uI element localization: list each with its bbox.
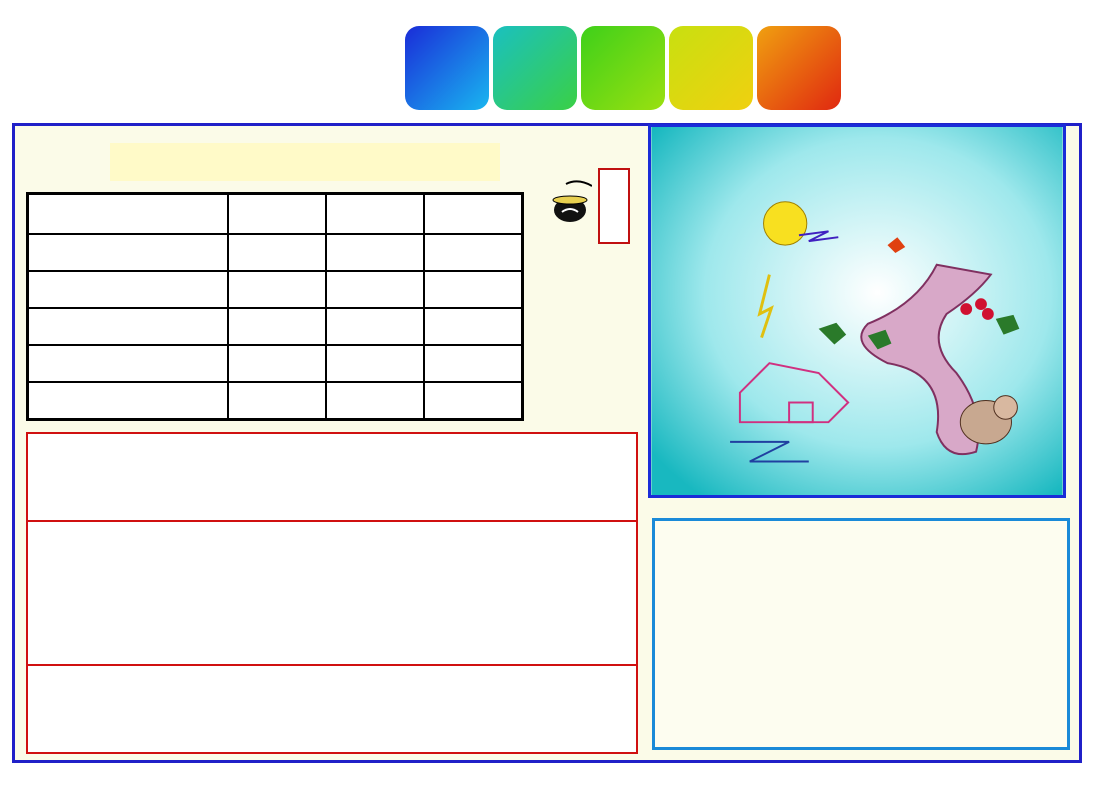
header-cold — [326, 194, 424, 235]
door-cell — [28, 234, 229, 271]
cold-cell — [326, 271, 424, 308]
table-row — [28, 345, 523, 382]
provide-cell — [424, 234, 523, 271]
provide-cell — [424, 382, 523, 420]
banner-char — [669, 26, 753, 110]
codes-table — [26, 192, 524, 421]
cold-cell — [326, 345, 424, 382]
header-provide — [424, 194, 523, 235]
header-category — [28, 194, 229, 235]
banner-char — [581, 26, 665, 110]
hot-cell — [228, 308, 326, 345]
zodiac-row-top — [28, 434, 636, 522]
table-row — [28, 234, 523, 271]
zodiac-row-bottom — [28, 664, 636, 754]
poem-panel — [652, 518, 1070, 750]
table-row — [28, 271, 523, 308]
provide-cell — [424, 271, 523, 308]
table-row — [28, 382, 523, 420]
door-cell — [28, 271, 229, 308]
banner-char — [405, 26, 489, 110]
provide-cell — [424, 308, 523, 345]
hot-cell — [228, 382, 326, 420]
table-title — [110, 143, 500, 181]
pot-icon — [548, 180, 592, 224]
banner-char — [757, 26, 841, 110]
provide-cell — [424, 345, 523, 382]
hot-cell — [228, 234, 326, 271]
table-row — [28, 308, 523, 345]
door-cell — [28, 345, 229, 382]
stamp-seal — [598, 168, 630, 244]
scene-illustration — [648, 124, 1066, 498]
cold-cell — [326, 308, 424, 345]
door-cell — [28, 308, 229, 345]
banner-title — [405, 26, 841, 110]
cold-cell — [326, 382, 424, 420]
hot-cell — [228, 271, 326, 308]
cold-cell — [326, 234, 424, 271]
door-cell — [28, 382, 229, 420]
header-hot — [228, 194, 326, 235]
table-header-row — [28, 194, 523, 235]
hot-cell — [228, 345, 326, 382]
banner-char — [493, 26, 577, 110]
